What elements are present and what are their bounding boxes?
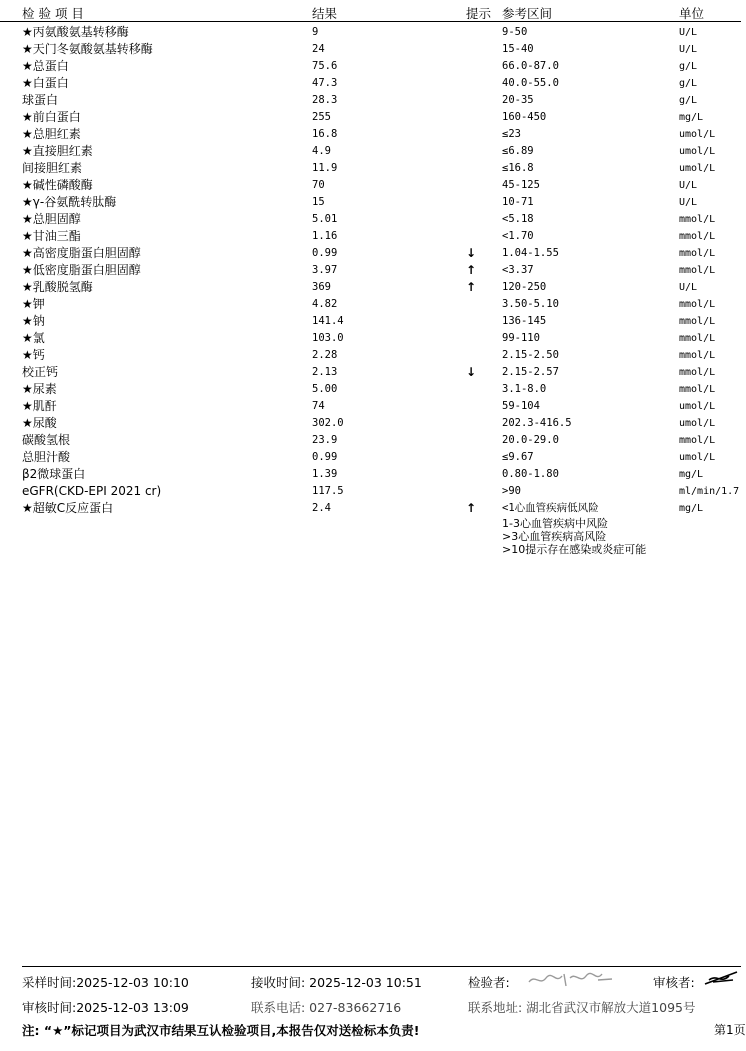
test-unit: g/L [679, 78, 698, 89]
test-name: β2微球蛋白 [22, 467, 86, 481]
test-result: 11.9 [312, 162, 338, 174]
test-result: 4.9 [312, 145, 331, 157]
test-unit: umol/L [679, 163, 716, 174]
test-result: 75.6 [312, 60, 338, 72]
test-unit: ml/min/1.7 [679, 486, 740, 497]
reference-range: 20-35 [502, 94, 534, 106]
test-unit: mmol/L [679, 384, 716, 395]
test-result: 0.99 [312, 451, 338, 463]
reviewer-signature [703, 968, 741, 988]
test-name: 校正钙 [22, 365, 59, 379]
test-name: 碳酸氢根 [22, 433, 71, 447]
table-row [0, 245, 741, 262]
table-row [0, 109, 741, 126]
table-row [0, 211, 741, 228]
test-unit: U/L [679, 27, 698, 38]
sample-time: 采样时间:2025-12-03 10:10 [22, 975, 189, 990]
test-unit: umol/L [679, 146, 716, 157]
reference-range: ≤23 [502, 128, 521, 140]
table-row [0, 177, 741, 194]
test-result: 9 [312, 26, 319, 38]
reference-range: 2.15-2.50 [502, 349, 559, 361]
test-result: 5.00 [312, 383, 338, 395]
test-result: 16.8 [312, 128, 338, 140]
test-result: 1.16 [312, 230, 338, 242]
test-name: 总胆汁酸 [22, 450, 71, 464]
address: 联系地址: 湖北省武汉市解放大道1095号 [468, 1000, 696, 1015]
test-result: 117.5 [312, 485, 344, 497]
table-row [0, 92, 741, 109]
test-unit: mmol/L [679, 350, 716, 361]
test-result: 369 [312, 281, 331, 293]
table-row [0, 347, 741, 364]
reference-range: 0.80-1.80 [502, 468, 559, 480]
test-unit: mmol/L [679, 299, 716, 310]
table-row [0, 364, 741, 381]
test-name: ★钾 [22, 297, 45, 311]
header-divider [0, 21, 741, 22]
reference-range: 3.1-8.0 [502, 383, 547, 395]
reference-range: <1心血管疾病低风险 [502, 502, 599, 514]
tester-label: 检验者: [468, 975, 510, 990]
test-result: 3.97 [312, 264, 338, 276]
reference-range: <5.18 [502, 213, 534, 225]
reference-range-line [0, 543, 741, 556]
test-unit: mmol/L [679, 231, 716, 242]
test-name: 球蛋白 [22, 93, 59, 107]
test-result: 15 [312, 196, 325, 208]
phone: 联系电话: 027-83662716 [251, 1000, 402, 1015]
footnote: 注: “★”标记项目为武汉市结果互认检验项目,本报告仅对送检标本负责! [22, 1023, 420, 1038]
reference-range: 2.15-2.57 [502, 366, 559, 378]
tester-signature [526, 970, 616, 990]
test-result: 4.82 [312, 298, 338, 310]
table-row [0, 500, 741, 517]
test-unit: mmol/L [679, 333, 716, 344]
header-result: 结果 [312, 6, 338, 21]
reference-range: ≤9.67 [502, 451, 534, 463]
test-name: ★碱性磷酸酶 [22, 178, 93, 192]
table-row [0, 126, 741, 143]
result-table [0, 24, 741, 556]
test-name: ★前白蛋白 [22, 110, 81, 124]
test-unit: mmol/L [679, 214, 716, 225]
table-row [0, 160, 741, 177]
page-number: 第1页 [714, 1023, 746, 1037]
test-result: 28.3 [312, 94, 338, 106]
test-name: ★γ-谷氨酰转肽酶 [22, 195, 117, 209]
test-name: ★天门冬氨酸氨基转移酶 [22, 42, 153, 56]
test-unit: umol/L [679, 418, 716, 429]
header-flag: 提示 [466, 6, 492, 21]
test-unit: U/L [679, 282, 698, 293]
header-unit: 单位 [679, 6, 705, 21]
table-row [0, 75, 741, 92]
reference-range-line [0, 517, 741, 530]
table-row [0, 449, 741, 466]
test-name: ★尿素 [22, 382, 57, 396]
test-result: 23.9 [312, 434, 338, 446]
test-unit: umol/L [679, 401, 716, 412]
table-row [0, 313, 741, 330]
test-unit: mmol/L [679, 265, 716, 276]
reference-range: 20.0-29.0 [502, 434, 559, 446]
reference-range-extra: >3心血管疾病高风险 [502, 530, 607, 543]
reference-range: 59-104 [502, 400, 540, 412]
abnormal-flag: ↓ [466, 365, 477, 379]
review-time: 审核时间:2025-12-03 13:09 [22, 1000, 189, 1015]
header-reference: 参考区间 [502, 6, 553, 21]
test-unit: mmol/L [679, 248, 716, 259]
test-name: ★钠 [22, 314, 45, 328]
reference-range: >90 [502, 485, 521, 497]
test-name: ★高密度脂蛋白胆固醇 [22, 246, 141, 260]
reviewer-label: 审核者: [653, 975, 695, 990]
table-row [0, 228, 741, 245]
reference-range: 3.50-5.10 [502, 298, 559, 310]
reference-range: 10-71 [502, 196, 534, 208]
table-row [0, 262, 741, 279]
reference-range: 45-125 [502, 179, 540, 191]
test-result: 2.28 [312, 349, 338, 361]
test-name: ★白蛋白 [22, 76, 69, 90]
test-result: 70 [312, 179, 325, 191]
table-row [0, 381, 741, 398]
reference-range: ≤6.89 [502, 145, 534, 157]
test-result: 24 [312, 43, 325, 55]
table-row [0, 466, 741, 483]
table-row [0, 415, 741, 432]
table-row [0, 58, 741, 75]
table-row [0, 330, 741, 347]
test-unit: umol/L [679, 452, 716, 463]
table-row [0, 24, 741, 41]
test-result: 302.0 [312, 417, 344, 429]
reference-range: 1.04-1.55 [502, 247, 559, 259]
reference-range: 160-450 [502, 111, 547, 123]
abnormal-flag: ↑ [466, 263, 477, 277]
reference-range: 15-40 [502, 43, 534, 55]
test-name: ★总蛋白 [22, 59, 69, 73]
test-name: ★肌酐 [22, 399, 57, 413]
test-unit: g/L [679, 95, 698, 106]
table-row [0, 398, 741, 415]
test-unit: mmol/L [679, 367, 716, 378]
test-result: 1.39 [312, 468, 338, 480]
reference-range: <3.37 [502, 264, 534, 276]
test-result: 103.0 [312, 332, 344, 344]
test-name: ★乳酸脱氢酶 [22, 280, 93, 294]
table-header [0, 4, 741, 20]
test-unit: umol/L [679, 129, 716, 140]
test-name: ★甘油三酯 [22, 229, 81, 243]
test-name: ★超敏C反应蛋白 [22, 501, 114, 515]
table-row [0, 41, 741, 58]
test-name: ★低密度脂蛋白胆固醇 [22, 263, 141, 277]
test-result: 47.3 [312, 77, 338, 89]
reference-range: 40.0-55.0 [502, 77, 559, 89]
test-unit: g/L [679, 61, 698, 72]
test-unit: mmol/L [679, 435, 716, 446]
reference-range-line [0, 530, 741, 543]
test-unit: U/L [679, 180, 698, 191]
test-name: ★总胆固醇 [22, 212, 81, 226]
test-unit: mg/L [679, 112, 704, 123]
test-unit: U/L [679, 44, 698, 55]
table-row [0, 143, 741, 160]
test-result: 0.99 [312, 247, 338, 259]
reference-range-extra: 1-3心血管疾病中风险 [502, 517, 608, 530]
test-unit: mg/L [679, 469, 704, 480]
reference-range: 120-250 [502, 281, 547, 293]
table-row [0, 296, 741, 313]
reference-range: 9-50 [502, 26, 528, 38]
footer-divider [22, 966, 741, 967]
abnormal-flag: ↑ [466, 501, 477, 515]
test-unit: U/L [679, 197, 698, 208]
reference-range: 66.0-87.0 [502, 60, 559, 72]
test-result: 2.13 [312, 366, 338, 378]
test-name: 间接胆红素 [22, 161, 83, 175]
test-result: 5.01 [312, 213, 338, 225]
abnormal-flag: ↑ [466, 280, 477, 294]
test-unit: mg/L [679, 503, 704, 514]
abnormal-flag: ↓ [466, 246, 477, 260]
table-row [0, 279, 741, 296]
test-name: ★直接胆红素 [22, 144, 93, 158]
test-unit: mmol/L [679, 316, 716, 327]
table-row [0, 432, 741, 449]
receive-time: 接收时间: 2025-12-03 10:51 [251, 975, 422, 990]
test-name: ★丙氨酸氨基转移酶 [22, 25, 129, 39]
table-row [0, 483, 741, 500]
test-result: 74 [312, 400, 325, 412]
test-name: eGFR(CKD-EPI 2021 cr) [22, 484, 162, 498]
reference-range-extra: >10提示存在感染或炎症可能 [502, 543, 647, 556]
test-result: 2.4 [312, 502, 331, 514]
reference-range: 202.3-416.5 [502, 417, 572, 429]
test-name: ★尿酸 [22, 416, 57, 430]
test-name: ★总胆红素 [22, 127, 81, 141]
test-result: 141.4 [312, 315, 344, 327]
test-name: ★氯 [22, 331, 45, 345]
table-row [0, 194, 741, 211]
reference-range: 99-110 [502, 332, 540, 344]
reference-range: ≤16.8 [502, 162, 534, 174]
reference-range: 136-145 [502, 315, 547, 327]
test-name: ★钙 [22, 348, 45, 362]
header-item: 检 验 项 目 [22, 6, 84, 21]
reference-range: <1.70 [502, 230, 534, 242]
test-result: 255 [312, 111, 331, 123]
